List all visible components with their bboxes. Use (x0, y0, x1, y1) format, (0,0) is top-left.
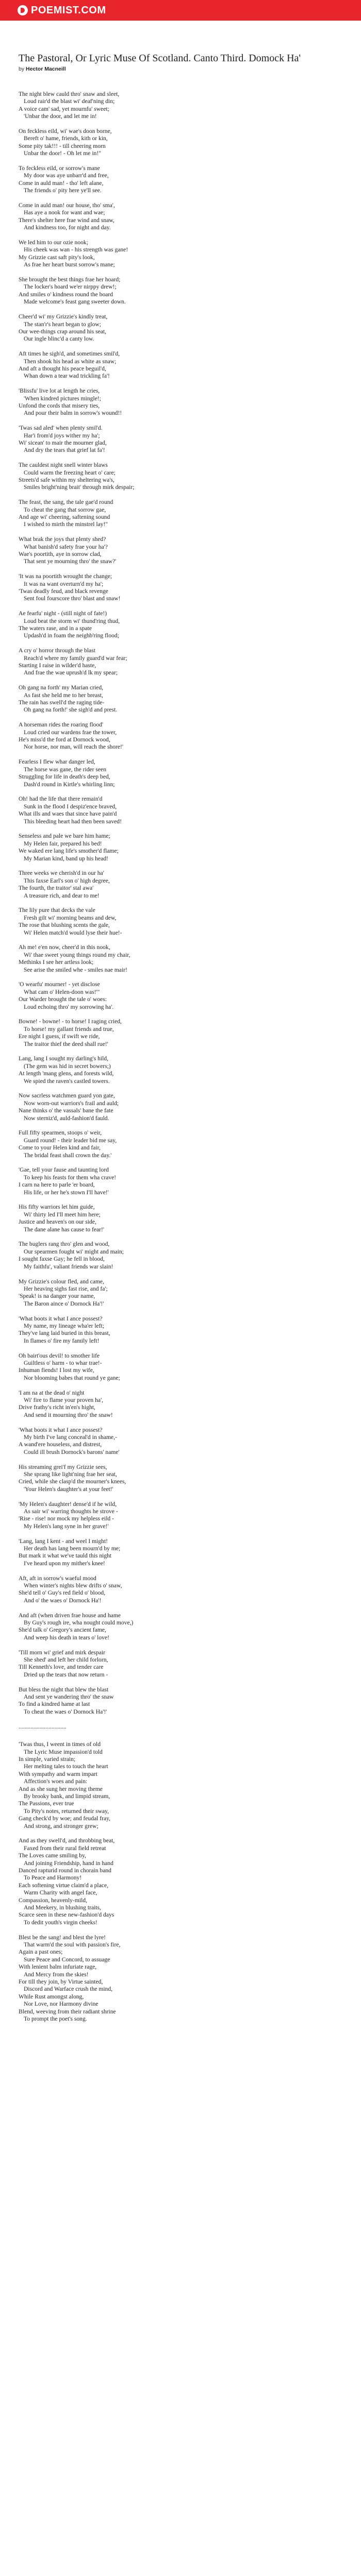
poem-line: Methinks I see her artless look; (19, 959, 94, 966)
stanza (19, 1129, 342, 1159)
poemist-logo-icon (18, 5, 28, 15)
poem-line: Could warm the freezing heart o' care; (24, 469, 116, 476)
poem-line: The Lyric Muse impassion'd told (24, 1748, 103, 1755)
poem-line: And dry the tears that grief lat fa'! (24, 447, 105, 454)
stanza (19, 239, 342, 269)
poem-line: My Marian kind, band up his head! (24, 855, 108, 862)
poem-line: There's shelter here frae wind and snaw, (19, 216, 114, 224)
poem-line: Wi' thirty led I'll meet him here; (24, 1211, 101, 1218)
poem-line: Ah me! e'en now, cheer'd in this nook, (19, 944, 110, 951)
poem-line: And as she sung her moving theme (19, 1785, 103, 1792)
poem-line: Compassion, heavenly-mild, (19, 1896, 87, 1904)
poem-line: Cried, while she clasp'd the mourner's knees, (19, 1478, 126, 1485)
poem-line: The horse was gane, the rider seen (24, 766, 106, 773)
poem-line: Senseless and pale we bare him hame; (19, 833, 110, 840)
poem-line: 'I am na at the dead o' night (19, 1389, 85, 1396)
stanza (19, 425, 342, 454)
stanza (19, 1018, 342, 1048)
poem-line: Each softening virtue claim'd a place, (19, 1882, 108, 1889)
poem-line: Struggling for life in death's deep bed, (19, 773, 110, 781)
poem-content (0, 21, 361, 2023)
poem-line: The lily pure that decks the vale (19, 907, 95, 914)
stanza (19, 1055, 342, 1085)
poem-line: Made welcome's feast gang sweeter down. (24, 298, 126, 306)
stanza (19, 981, 342, 1011)
poem-line: And frae the wae uprush'd lk my spear; (24, 669, 118, 676)
poem-line: Sure Peace and Concord, to assuage (24, 1956, 110, 1963)
poem-line: Sent foul fourscore thro' blast and snaw! (24, 595, 121, 602)
poem-line: The rain has swell'd the raging tide- (19, 699, 105, 706)
poem-line: Har'i from'd joys wither my ha'; (24, 432, 100, 439)
poem-line: She shed' and left her child forlorn, (24, 1656, 108, 1664)
stanza (19, 1464, 342, 1494)
poem-line: Nane thinks o' the vassals' bane the fate (19, 1107, 113, 1114)
poem-line: And joining Friendship, hand in hand (24, 1859, 113, 1867)
poem-line: What banish'd safety frae your ha'? (24, 543, 108, 550)
poem-line: The stan'r's heart began to glow; (24, 320, 102, 328)
poem-line: Come in auld man! our house, tho' sma', (19, 202, 115, 209)
poem-line: We waked ere lang life's smother'd flame; (19, 848, 119, 855)
poem-line: Smiles bright'ning brait' through mirk despair; (24, 484, 135, 491)
poem-line: I wished to mirth the minstrel lay!" (24, 521, 108, 528)
poem-line: The Passions, ever true (19, 1800, 74, 1807)
stanza (19, 202, 342, 232)
poem-line: Ere night I guess, if swift we ride, (19, 1033, 100, 1040)
poem-line: Whan down a tear wad trickling fa'! (24, 372, 110, 380)
poem-line: And pour their balm in sorrow's wound!! (24, 410, 122, 417)
poem-line: What cam o' Helen-doon was!'" (24, 988, 100, 995)
poem-line: His cheek was wan - his strength was gane! (24, 246, 128, 253)
poem-line: As fast she held me to her breast, (24, 691, 103, 699)
poem-line: Three weeks we cherish'd in our ha' (19, 870, 104, 877)
poem-line: Gang check'd by woe; and feudal fray, (19, 1815, 111, 1822)
poem-line: The waters rase, and in a spate (19, 625, 92, 632)
poem-line: Nor Love, nor Harmony divine (24, 2001, 99, 2008)
section-divider: ................................ (19, 1723, 67, 1730)
poem-line: Lang, lang I sought my darling's hild, (19, 1055, 109, 1062)
stanza (19, 1315, 342, 1345)
poem-line: Her melting tales to touch the heart (24, 1763, 108, 1770)
author-name[interactable]: Hector Macneill (26, 66, 66, 72)
poem-line: And smiles o' kindness round the board (19, 291, 113, 298)
poem-line: Guiltless o' harm - to whar trae!- (24, 1359, 102, 1366)
poem-line: And as they swell'd, and throbbing beat, (19, 1837, 115, 1844)
poem-line: My door was aye unbarr'd and free, (24, 172, 109, 179)
poem-line: 'It was na poortith wrought the change; (19, 573, 112, 580)
poem-line: 'Rise - rise! nor mock my helpless eild - (19, 1515, 114, 1522)
stanza (19, 1686, 342, 1716)
poem-line: Now worn-out warriors's frail and auld; (24, 1099, 119, 1107)
poem-line: This faxse Earl's son o' high degree, (24, 877, 110, 884)
poem-line: Loud beat the storm wi' thund'ring thud, (24, 617, 120, 624)
poem-line: To Peace and Harmony! (24, 1874, 82, 1882)
poem-line: With sympathy and warm impart (19, 1770, 97, 1777)
poem-line: Our spearmen fought wi' might and main; (24, 1248, 124, 1255)
poem-line: To keep his feasts for them wha crave! (24, 1174, 117, 1181)
poem-line: 'Blissfu' live lot at length he cries, (19, 387, 100, 395)
poem-line: Nor horse, nor man, will reach the shore!' (24, 743, 124, 751)
poem-line: When winter's nights blew drifts o' snaw, (24, 1582, 122, 1589)
stanza (19, 1649, 342, 1679)
poem-line: See arise the smiled whe - smiles nae mair! (24, 966, 127, 973)
poem-line: And Meekery, in blushing traits, (24, 1904, 101, 1911)
poem-line: Fearless I flew whar danger led, (19, 758, 95, 766)
poem-line: 'Twas sad aled' when plenty smil'd. (19, 425, 103, 432)
poem-line: 'Speak! is na danger your name, (19, 1293, 95, 1300)
poem-line: I sought faxse Gay; he fell in blood, (19, 1256, 105, 1263)
poem-line: And kindness too, for night and day. (24, 224, 111, 231)
poem-line: She brought the best things frae her hoard; (19, 276, 121, 283)
poem-body (19, 91, 342, 2023)
stanza (19, 1352, 342, 1382)
stanza (19, 91, 342, 121)
poem-line: 'Twas deadly feud, and black revenge (19, 588, 108, 595)
poem-line: And age wi' cheering, saftening sound (19, 513, 110, 520)
poem-line: Wi' thae sweet young things round my chair, (24, 951, 130, 958)
stanza (19, 499, 342, 529)
poem-line: The Baron aince o' Dornock Ha'!' (24, 1300, 104, 1307)
poem-line: 'When kindred pictures mingle!; (24, 395, 101, 402)
poem-line: Oh! had the life that there remain'd (19, 795, 103, 803)
poem-line: Unbar the door! - Oh let me in!" (24, 150, 101, 157)
poem-line: The buglers rang thro' glen and wood, (19, 1241, 110, 1248)
poem-line: Drive frathy's richt in'en's hight, (19, 1404, 95, 1411)
stanza (19, 1575, 342, 1605)
poem-line: The traitor thief the deed shall rue!' (24, 1040, 108, 1047)
poem-line: Sunk in the flood I despiz'ence braved, (24, 803, 117, 810)
stanza (19, 462, 342, 492)
poem-line: She'd tell o' Guy's red field o' blood, (19, 1589, 106, 1597)
poem-line: And weep his death in tears o' love! (24, 1634, 109, 1641)
poem-line: Guard round! - their leader bid me say, (24, 1137, 117, 1144)
poem-line: 'What boots it what I ance possest? (19, 1315, 103, 1322)
poem-line: Oh gang na forth!' she sigh'd and prest. (24, 706, 118, 714)
poem-line: I've heard upon my mither's knee! (24, 1560, 105, 1567)
poem-line: A horseman rides the roaring flood' (19, 721, 104, 728)
poem-line: Updash'd in foam the neighb'ring flood; (24, 632, 119, 639)
poem-line: Nor blooming babes that round ye gane; (24, 1374, 120, 1381)
poem-line: My Helen fair, prepared his bed! (24, 840, 102, 847)
poem-line: Loud cried our wardens frae the tower, (24, 728, 117, 736)
poem-line: To cheat the gang that sorrow gae, (24, 506, 106, 513)
poem-line: As frae her heart burst sorrow's mane; (24, 261, 115, 268)
poem-line: His life, or her he's stown I'll have!' (24, 1189, 109, 1196)
stanza (19, 1278, 342, 1308)
poem-line: With lenient balm infuriate rage, (19, 1963, 97, 1971)
poem-line: What ills and waes that since have pain'd (19, 810, 117, 818)
site-header (0, 0, 361, 21)
poem-line: His streaming grei'f my Grizzie sees, (19, 1463, 107, 1470)
poem-line: My faithfu', valiant friends war slain! (24, 1263, 113, 1270)
stanza (19, 276, 342, 306)
stanza (19, 944, 342, 974)
poem-line: Faxed from their rural field retreat (24, 1844, 106, 1852)
poem-line: While Rust amongst along, (19, 1993, 84, 2000)
stanza (19, 1612, 342, 1642)
poem-line: By brooky bank, and limpid stream, (24, 1792, 110, 1800)
poem-line: This bleeding heart had then been saved! (24, 818, 122, 825)
poem-line: By Guy's rough ire, wha nought could move,) (24, 1619, 134, 1626)
poem-line: Oh bairt'ous devil! to smother life (19, 1352, 100, 1359)
poem-line: Our ingle blinc'd a canty low. (24, 335, 94, 343)
poem-line: What brak the joys that plenty shed? (19, 536, 106, 543)
poem-line: 'My Helen's daughter! dense'd if he wild, (19, 1500, 117, 1507)
poem-line: Inhuman fiends! I lost my wife, (19, 1367, 94, 1374)
poem-line: Aft times he sigh'd, and sometimes smil'd, (19, 350, 120, 358)
stanza (19, 128, 342, 158)
poem-line: 'Twas thus, I weent in times of old (19, 1741, 101, 1748)
logo-text: POEMIST.COM (31, 4, 106, 16)
poem-line: The dane alane has cause to fear!' (24, 1226, 104, 1233)
stanza (19, 721, 342, 751)
poem-line: The friends o' pity here ye'll see. (24, 187, 102, 194)
poem-line: To find a kindred hame at last (19, 1701, 90, 1708)
poem-line: Discord and Warface crush the mind, (24, 1986, 113, 1993)
poem-line: 'Till morn wi' grief and mirk despair (19, 1649, 105, 1656)
poem-line: Blest be the sang! and blest the lyre! (19, 1934, 106, 1941)
poem-line: Our wee-things crap around his seat, (19, 328, 106, 335)
poem-line: A cry o' horror through the blast (19, 647, 95, 654)
poem-line: Again a past ones; (19, 1948, 63, 1956)
poem-line: To cheat the waes o' Dornock Ha'!' (24, 1708, 107, 1715)
poem-line: She'd talk o' Gregory's ancient fame, (19, 1626, 106, 1634)
stanza (19, 1501, 342, 1531)
poem-line: In simple, varied strain; (19, 1755, 76, 1762)
poem-line: The locker's hoard we'er nirppy drew!; (24, 283, 117, 291)
poem-line: For till they join, by Virtue sainted, (19, 1978, 103, 1986)
stanza (19, 1538, 342, 1568)
poem-line: And aft (when driven frae house and hame (19, 1612, 121, 1619)
poem-line: I carn na here to parle 'er board, (19, 1181, 95, 1189)
poem-line: 'O wearfu' mourner! - yet disclose (19, 981, 100, 988)
poem-line: Her death has lang been mourn'd by me; (24, 1545, 121, 1552)
poem-line: A wand'ere houseless, and distrest, (19, 1441, 102, 1448)
poem-line: 'Unbar the door, and let me in! (24, 113, 97, 120)
poem-line: In flames o' fire my family left! (24, 1337, 100, 1344)
stanza (19, 313, 342, 343)
stanza (19, 684, 342, 714)
poem-line: He's miss'd the ford at Dornock wood, (19, 736, 110, 743)
poem-line: Full fifty spearmen, stoops o' weir, (19, 1129, 102, 1137)
poem-line: The rose that blushing scents the gale, (19, 922, 110, 929)
stanza (19, 1204, 342, 1233)
poem-line: Ae fearfu' night - (still night of fate!) (19, 610, 107, 617)
poem-line: On feckless eild, wi' wae's doon borne, (19, 128, 112, 135)
stanza (19, 1934, 342, 2023)
poem-line: We led him to our ozie nook; (19, 239, 88, 246)
poem-line: Aft, aft in sorrow's waeful mood (19, 1574, 96, 1582)
stanza (19, 1389, 342, 1419)
poem-line: Unfond the cords that misery ties, (19, 402, 100, 409)
stanza (19, 610, 342, 640)
poem-line: Streets'd safe within my sheltering wa's, (19, 476, 114, 483)
stanza (19, 1837, 342, 1926)
poem-line: My Grizzie's colour fled, and came, (19, 1278, 104, 1285)
poem-line: Come in auld man! - tho' left alane, (19, 179, 104, 187)
stanza (19, 350, 342, 380)
poem-line: His fifty warriors let him guide, (19, 1204, 95, 1211)
poem-line: Wi' fire to flame your proven ha', (24, 1396, 104, 1403)
poem-line: To horse! my gallant friends and true, (24, 1025, 114, 1032)
poem-line: The fourth, the traitor' stal awa' (19, 885, 94, 892)
poem-line: Our Warder brought the tale o' woes: (19, 996, 107, 1003)
poem-line: Blend, weeving from their radiant shrine (19, 2008, 116, 2015)
poem-line: Some pity tak!!! - till cheering morn (19, 142, 106, 149)
poem-line: To Pity's notes, returned their sway, (24, 1807, 109, 1815)
stanza (19, 536, 342, 566)
poem-line: Bereft o' hame, friends, kith or kin, (24, 135, 108, 142)
poem-line: The feast, the sang, the tale gae'd round (19, 499, 113, 506)
poem-line: Her heaving sighs fast rise, and fa'; (24, 1285, 108, 1292)
poem-line: She sprang like light'ning frae her seat, (24, 1470, 117, 1478)
poem-line: 'Lang, lang I kent - and weel I might! (19, 1537, 108, 1545)
stanza (19, 795, 342, 825)
stanza (19, 1741, 342, 1830)
poem-line: And sent ye wandering thro' the snaw (24, 1693, 114, 1701)
poem-line: At length 'mang glens, and forests wild, (19, 1070, 114, 1077)
stanza (19, 1427, 342, 1456)
poem-line: Has aye a nook for want and wae; (24, 209, 105, 216)
poem-line: And o' the waes o' Dornock Ha'! (24, 1597, 102, 1604)
poem-line: Now sacrless watchmen guard yon gate, (19, 1092, 115, 1099)
byline (19, 66, 342, 72)
poem-line: To feckless eild, or sorrow's mane (19, 165, 100, 172)
poem-line: Warm Charity with angel face, (24, 1889, 97, 1896)
poem-line: Wi' sicean' to mair the mourner glad, (19, 439, 107, 446)
poem-line: (The gem was hid in secret bowers;) (24, 1062, 111, 1070)
poem-line: A treasure rich, and dear to me! (24, 892, 100, 899)
site-logo[interactable] (18, 5, 106, 16)
stanza (19, 387, 342, 417)
poem-line: That warm'd the soul with passion's fire, (24, 1941, 121, 1948)
poem-line: A voice cam' sad, yet mournfu' sweet; (19, 105, 109, 112)
poem-line: Cheer'd wi' my Grizzie's kindly treat, (19, 313, 108, 320)
stanza (19, 758, 342, 788)
poem-line: It was na want overturn'd my ha'; (24, 580, 104, 587)
poem-part-one (19, 91, 342, 1716)
poem-line: And Mercy from the skies! (24, 1971, 89, 1978)
poem-line: Could ill brush Dornock's barons' name' (24, 1448, 120, 1455)
poem-line: To dedit youth's virgin cheeks! (24, 1919, 97, 1926)
stanza (19, 573, 342, 603)
poem-line: To prompt the poet's song. (24, 2015, 87, 2023)
poem-line: Now sterniz'd, auld-fashion'd fauld. (24, 1114, 109, 1122)
poem-line: That sent ye mourning thro' the snaw?' (24, 558, 117, 565)
poem-line: Affection's woes and pain: (24, 1778, 88, 1785)
poem-line: Dash'd round in Kirtle's whirling linn; (24, 781, 115, 788)
poem-line: Oh gang na forth' my Marian cried, (19, 684, 104, 691)
poem-line: Bowne! - bowne! - to horse! I raging cried, (19, 1018, 122, 1025)
poem-line: Wi' Helen match'd would lyse their hue!- (24, 929, 122, 936)
poem-title: The Pastoral, Or Lyric Muse Of Scotland. Canto Third. Domock Ha' (19, 53, 301, 64)
poem-line: My birth I've lang conceal'd in shame,- (24, 1433, 117, 1440)
stanza (19, 1166, 342, 1196)
poem-line: Scarce seen in these new-fashion'd days (19, 1911, 114, 1919)
poem-line: And strong, and stronger grew; (24, 1822, 99, 1829)
poem-line: They've lang laid buried in this breast, (19, 1330, 110, 1337)
poem-line: 'Your Helen's daughter's at your feet!' (24, 1485, 113, 1493)
poem-line: Danced rapturid round in chorain band (19, 1867, 111, 1874)
poem-line: My name, my lineage wha'er left; (24, 1322, 104, 1329)
stanza (19, 870, 342, 900)
poem-line: The night blew cauld thro' snaw and sleet, (19, 91, 120, 97)
poem-line: Come to your Helen kind and fair, (19, 1144, 101, 1151)
poem-line: Fresh gilt wi' morning beams and dew, (24, 914, 117, 921)
stanza (19, 907, 342, 937)
poem-line: 'Gae, tell your fause and taunting lord (19, 1166, 109, 1174)
poem-line: But mark it what we've tauld this night (19, 1552, 112, 1560)
poem-line: Dried up the tears that now return - (24, 1671, 108, 1678)
poem-line: Till Kenneth's love, and tender care (19, 1664, 104, 1671)
by-label: by (19, 66, 25, 72)
poem-part-two (19, 1741, 342, 2023)
stanza (19, 1092, 342, 1122)
poem-line: The Loves came smiling by, (19, 1852, 86, 1859)
stanza (19, 833, 342, 862)
poem-line: The cauldest night snell winter blaws (19, 462, 108, 469)
poem-line: Wae's poortith, aye in sorrow clad, (19, 551, 102, 557)
stanza (19, 165, 342, 195)
poem-line: Starting I raise in wilder'd haste, (19, 662, 96, 669)
poem-line: My Helen's lang syne in her grave!' (24, 1522, 109, 1530)
poem-line: Loud rair'd the blast wi' deaf'ning din; (24, 98, 115, 105)
poem-line: But bless the night that blew the blast (19, 1686, 109, 1693)
poem-line: And send it mourning thro' the snaw! (24, 1411, 113, 1418)
poem-line: The bridal feast shall crown the day.' (24, 1151, 112, 1159)
poem-line: Then shook his head as white as snaw; (24, 358, 117, 365)
stanza (19, 1241, 342, 1270)
poem-line: Reach'd where my family guard'd war fear; (24, 654, 127, 662)
poem-line: 'What boots it what I ance possest? (19, 1426, 103, 1433)
poem-line: And aft a thought his peace beguil'd, (19, 365, 106, 372)
poem-line: Loud echoing thro' my sorrowing ha'. (24, 1003, 114, 1010)
poem-line: We spied the raven's castled towers. (24, 1077, 110, 1084)
poem-line: My Grizzie cast saft pity's look, (19, 253, 95, 261)
poem-line: Justice and heaven's on our side, (19, 1218, 96, 1226)
poem-line: As sair wi' warring thoughts he strove - (24, 1508, 118, 1515)
stanza (19, 647, 342, 677)
